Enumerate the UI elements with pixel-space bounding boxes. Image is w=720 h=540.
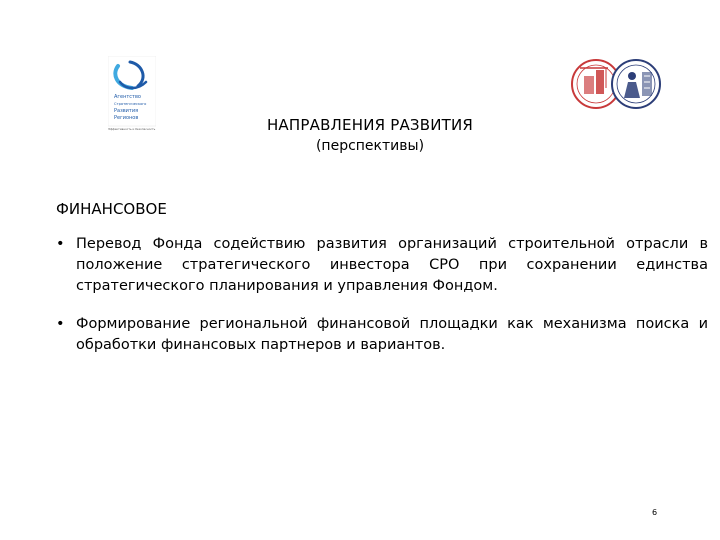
agency-logo-icon [108, 56, 156, 132]
svg-text:Агентство: Агентство [114, 94, 141, 100]
svg-text:Регионов: Регионов [114, 115, 139, 121]
svg-text:Развития: Развития [114, 108, 139, 114]
bullet-marker: • [56, 236, 65, 252]
section-heading: ФИНАНСОВОЕ [56, 200, 167, 218]
construction-emblem [568, 58, 670, 110]
svg-text:Эффективность и безопасность: Эффективность и безопасность [108, 127, 156, 131]
list-item-text: Формирование региональной финансовой площадки как механизма поиска и обработки финансовых партнеров и вариантов. [76, 316, 708, 353]
list-item [56, 234, 708, 297]
svg-text:Стратегического: Стратегического [114, 102, 147, 106]
list-item [56, 314, 708, 356]
agency-logo [108, 56, 156, 132]
page-number: 6 [652, 508, 658, 517]
list-item-text: Перевод Фонда содействию развития организаций строительной отрасли в положение стратегического инвестора СРО при сохранении единства стратегического планирования и управления Фондом. [76, 236, 708, 294]
page-subtitle: (перспективы) [315, 138, 425, 154]
bullet-list [56, 234, 708, 373]
construction-emblem-icon [568, 58, 670, 110]
bullet-marker: • [56, 316, 65, 332]
page-title: НАПРАВЛЕНИЯ РАЗВИТИЯ [266, 116, 474, 134]
